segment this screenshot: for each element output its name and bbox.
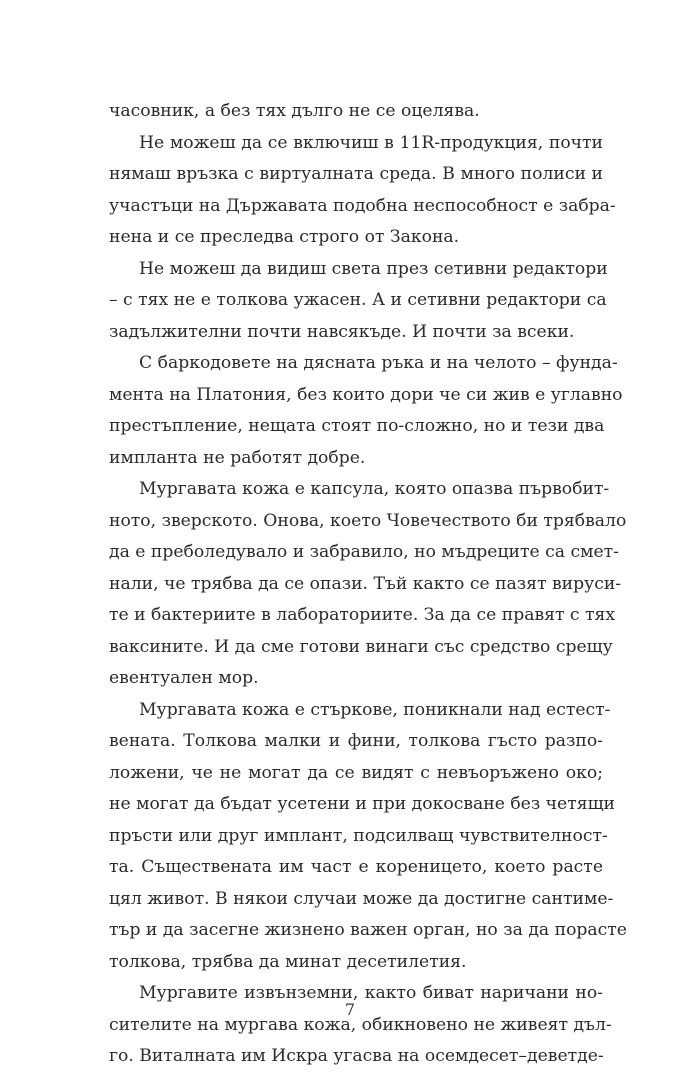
text-line: нали, че трябва да се опази. Тъй както се пазят вируси-	[109, 573, 622, 594]
text-line: Не можеш да се включиш в 11R-продукция, почти	[139, 132, 603, 153]
text-line: нямаш връзка с виртуалната среда. В много полиси и	[109, 164, 603, 184]
text-line: го. Виталната им Искра угасва на осемдесет–деветде-	[109, 1046, 604, 1066]
text-line: вената. Толкова малки и фини, толкова гъсто разпо-	[109, 731, 603, 751]
text-line: не могат да бъдат усетени и при докосване без четящи	[109, 794, 616, 814]
text-line: та. Съществената им част е кореницето, което расте	[109, 857, 603, 877]
text-line: толкова, трябва да минат десетилетия.	[109, 951, 467, 972]
text-line: ложени, че не могат да се видят с невъоръжено око;	[109, 762, 603, 783]
text-line: тър и да засегне жизнено важен орган, но за да порасте	[109, 920, 627, 940]
text-line: да е преболедувало и забравило, но мъдреците са смет-	[109, 542, 619, 562]
text-line: цял живот. В някои случаи може да достигне сантиме-	[109, 888, 614, 909]
text-line: задължителни почти навсякъде. И почти за всеки.	[109, 321, 575, 342]
text-line: нена и се преследва строго от Закона.	[109, 227, 460, 247]
text-line: часовник, а без тях дълго не се оцелява.	[109, 101, 480, 121]
text-line: Не можеш да видиш света през сетивни редактори	[139, 258, 608, 279]
text-line: пръсти или друг имплант, подсилващ чувствителност-	[109, 825, 608, 846]
text-line: Мургавата кожа е капсула, която опазва първобит-	[139, 479, 610, 499]
text-line: те и бактериите в лабораториите. За да се правят с тях	[109, 605, 616, 625]
text-line: участъци на Държавата подобна неспособност е забра-	[109, 195, 616, 216]
text-line: престъпление, нещата стоят по-сложно, но и тези два	[109, 416, 605, 436]
body-text	[109, 96, 627, 1073]
text-line: ваксините. И да сме готови винаги със средство срещу	[109, 636, 613, 657]
text-line: ното, зверското. Онова, което Човечеството би трябвало	[109, 510, 627, 531]
text-line: – с тях не е толкова ужасен. А и сетивни редактори са	[109, 290, 607, 310]
text-line: импланта не работят добре.	[109, 447, 366, 468]
text-line: сителите на мургава кожа, обикновено не живеят дъл-	[109, 1014, 612, 1035]
text-line: Мургавата кожа е стъркове, поникнали над естест-	[139, 699, 611, 720]
text-line: евентуален мор.	[109, 668, 259, 688]
text-line: Мургавите извънземни, както биват наричани но-	[139, 983, 603, 1003]
text-line: мента на Платония, без които дори че си жив е углавно	[109, 384, 623, 405]
text-line: С баркодовете на дясната ръка и на челото – фунда-	[139, 353, 618, 373]
page-number: 7	[344, 1000, 356, 1019]
